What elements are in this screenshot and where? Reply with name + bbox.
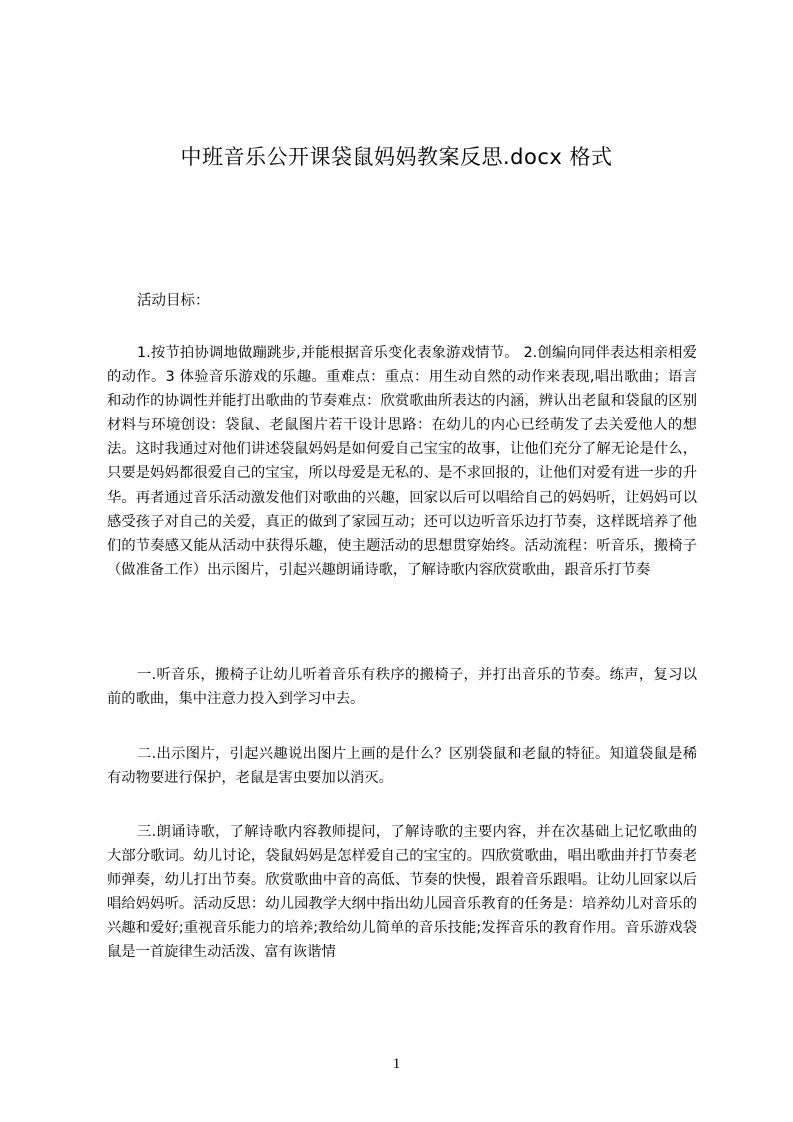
paragraph-step-three: 三.朗诵诗歌，了解诗歌内容教师提问，了解诗歌的主要内容，并在次基础上记忆歌曲的大部分歌词。幼儿讨论，袋鼠妈妈是怎样爱自己的宝宝的。四欣赏歌曲，唱出歌曲并打节奏老师弹奏，幼儿打出节奏。欣赏歌曲中音的高低、节奏的快慢，跟着音乐跟唱。让幼儿回家以后唱给妈妈听。活动反思：幼儿园教学大纲中指出幼儿园音乐教育的任务是：培养幼儿对音乐的兴趣和爱好;重视音乐能力的培养;教给幼儿简单的音乐技能;发挥音乐的教育作用。音乐游戏袋鼠是一首旋律生动活泼、富有诙谐情	[107, 824, 697, 961]
paragraph-step-one: 一.听音乐，搬椅子让幼儿听着音乐有秩序的搬椅子，并打出音乐的节奏。练声，复习以前的歌曲，集中注意力投入到学习中去。	[107, 667, 697, 708]
section-heading: 活动目标：	[137, 293, 210, 309]
paragraph-step-two: 二.出示图片，引起兴趣说出图片上画的是什么？区别袋鼠和老鼠的特征。知道袋鼠是稀有动物要进行保护，老鼠是害虫要加以消灭。	[107, 746, 697, 787]
paragraph-objectives: 1.按节拍协调地做蹦跳步,并能根据音乐变化表象游戏情节。 2.创编向同伴表达相亲相爱的动作。3 体验音乐游戏的乐趣。重难点：重点：用生动自然的动作来表现,唱出歌曲；语言和动作的协调性并能打出歌曲的节奏难点：欣赏歌曲所表达的内涵，辨认出老鼠和袋鼠的区别材料与环境创设：袋鼠、老鼠图片若干设计思路：在幼儿的内心已经萌发了去关爱他人的想法。这时我通过对他们讲述袋鼠妈妈是如何爱自己宝宝的故事，让他们充分了解无论是什么，只要是妈妈都很爱自己的宝宝，所以母爱是无私的、是不求回报的，让他们对爱有进一步的升华。再者通过音乐活动激发他们对歌曲的兴趣，回家以后可以唱给自己的妈妈听，让妈妈可以感受孩子对自己的关爱，真正的做到了家园互动；还可以边听音乐边打节奏，这样既培养了他们的节奏感又能从活动中获得乐趣，使主题活动的思想贯穿始终。活动流程：听音乐，搬椅子（做准备工作）出示图片，引起兴趣朗诵诗歌，了解诗歌内容欣赏歌曲，跟音乐打节奏	[107, 345, 697, 578]
page-number: 1	[392, 1056, 401, 1072]
page-title: 中班音乐公开课袋鼠妈妈教案反思.docx 格式	[180, 145, 613, 169]
